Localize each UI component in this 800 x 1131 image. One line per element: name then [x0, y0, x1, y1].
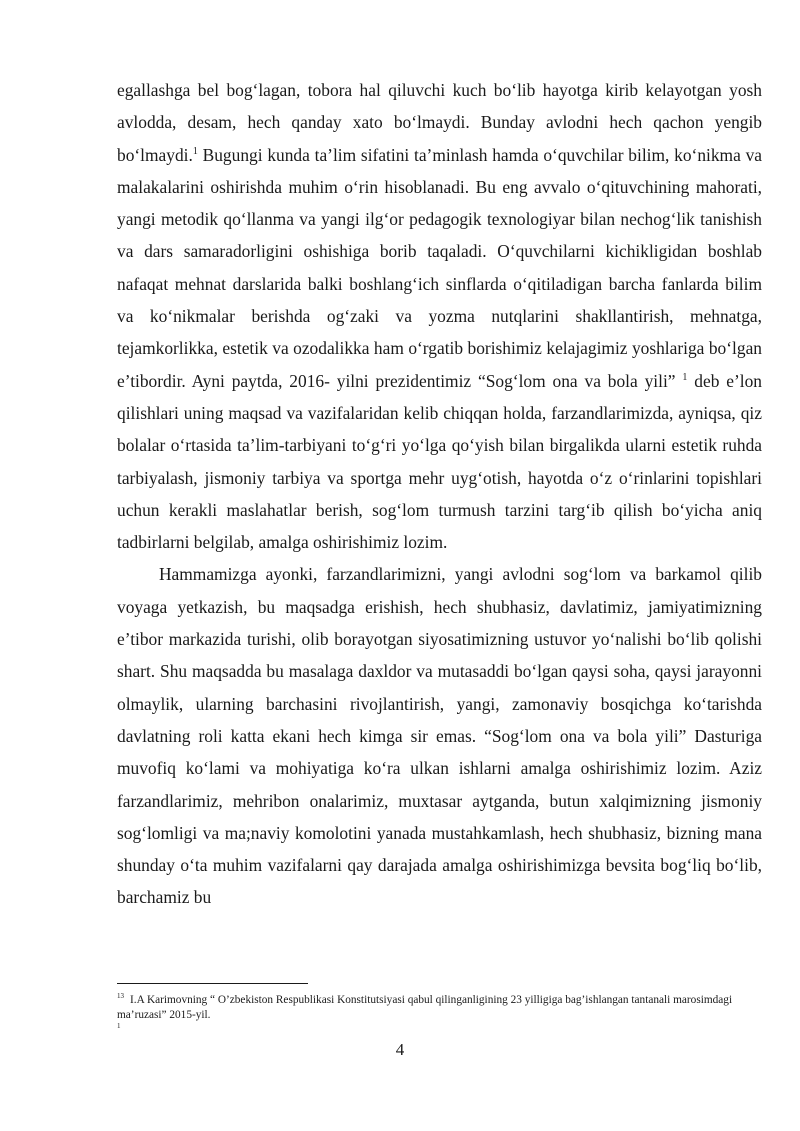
paragraph-text: Hammamizga ayonki, farzandlarimizni, yangi avlodni sog‘lom va barkamol qilib voyaga yetkazish, bu maqsadga erishish, hech shubhasiz, davlatimiz, jamiyatimizning e’tibor markazida turishi, olib borayotgan siyosatimizning ustuvor yo‘nalishi bo‘lib qolishi shart. Shu maqsadda bu masalaga daxldor va mutasaddi bo‘lgan qaysi soha, qaysi jarayonni olmaylik, ularning barchasini rivojlantirish, yangi, zamonaviy bosqichga ko‘tarishda davlatning roli katta ekani hech kimga sir emas. “Sog‘lom ona va bola yili” Dasturiga muvofiq ko‘lami va mohiyatiga ko‘ra ulkan ishlarni amalga oshirishimiz lozim. Aziz farzandlarimiz, mehribon onalarimiz, muxtasar aytganda, butun xalqimizning jismoniy sog‘lomligi va ma;naviy komolotini yanada mustahkamlash, hech shubhasiz, bizning mana shunday o‘ta muhim vazifalarni qay darajada amalga oshirishimizga bevsita bog‘liq bo‘lib, barchamiz bu — [117, 564, 762, 908]
paragraph-text: egallashga bel bog‘lagan, tobora hal qiluvchi kuch bo‘lib hayotga kirib kelayotgan yosh avlodda, desam, hech qanday xato bo‘lmaydi. Bunday avlodni hech qachon yengib bo‘lmaydi. — [117, 80, 762, 165]
body-text — [117, 74, 762, 914]
paragraph-text: Bugungi kunda ta’lim sifatini ta’minlash hamda o‘quvchilar bilim, ko‘nikma va malakalarini oshirishda muhim o‘rin hisoblanadi. Bu eng avvalo o‘qituvchining mahorati, yangi metodik qo‘llanma va yangi ilg‘or pedagogik texnologiyar bilan nechog‘lik tanishish va dars samaradorligini oshishiga borib taqaladi. O‘quvchilarni kichikligidan boshlab nafaqat mehnat darslarida balki boshlang‘ich sinflarda o‘qitiladigan barcha fanlarda bilim va ko‘nikmalar berishda og‘zaki va yozma nutqlarini shakllantirish, mehnatga, tejamkorlikka, estetik va ozodalikka ham o‘rgatib borishimiz kelajagimiz yoshlariga bo‘lgan e’tibordir. Ayni paytda, 2016- yilni prezidentimiz “Sog‘lom ona va bola yili” — [117, 144, 762, 391]
paragraph — [117, 558, 762, 913]
footnote-1 — [117, 993, 762, 1022]
footnote-2-marker: 1 — [117, 1022, 121, 1030]
paragraph — [117, 74, 762, 558]
page-number: 4 — [395, 1040, 405, 1059]
footnote-reference: 1 — [192, 145, 198, 157]
footnotes — [117, 993, 762, 1031]
paragraph-text: deb e’lon qilishlari uning maqsad va vazifalaridan kelib chiqqan holda, farzandlarimizda, ayniqsa, qiz bolalar o‘rtasida ta’lim-tarbiyani to‘g‘ri yo‘lga qo‘yish bilan birgalikda ularni estetik ruhda tarbiyalash, jismoniy tarbiya va sportga mehr uyg‘otish, hayotda o‘z o‘rinlarini topishlari uchun kerakli maslahatlar berish, sog‘lom turmush tarzini targ‘ib qilish bo‘yicha aniq tadbirlarni belgilab, amalga oshirishimiz lozim. — [117, 370, 763, 553]
footnote-1-marker: 13 — [117, 992, 124, 1001]
footnote-reference: 1 — [682, 371, 688, 383]
footnote-separator — [117, 983, 308, 984]
footnote-1-text: I.A Karimovning “ O’zbekiston Respublikasi Konstitutsiyasi qabul qilinganligining 23 yilligiga bag’ishlangan tantanali marosimdagi ma’ruzasi” 2015-yil. — [117, 994, 733, 1021]
